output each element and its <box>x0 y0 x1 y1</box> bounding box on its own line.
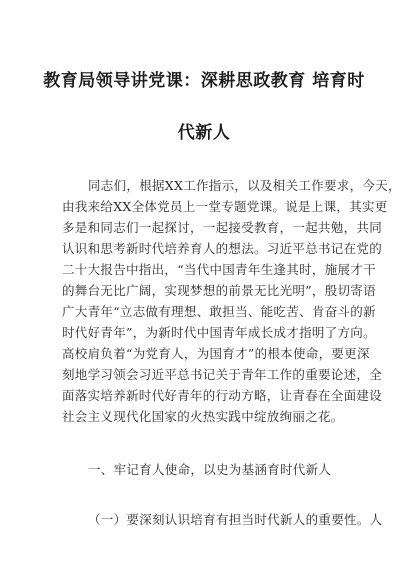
paragraph-line: 社会主义现代化国家的火热实践中绽放绚丽之花。 <box>62 409 344 424</box>
paragraph-line: 高校肩负着“为党育人，为国育才”的根本使命，要更深 <box>62 346 370 361</box>
paragraph-line: 刻地学习领会习近平总书记关于青年工作的重要论述，全 <box>62 367 383 382</box>
paragraph-line: 广大青年“立志做有理想、敢担当、能吃苦、肯奋斗的新 <box>62 304 376 319</box>
paragraph-line: 的舞台无比广阔，实现梦想的前景无比光明”，殷切寄语 <box>62 283 376 298</box>
paragraph-line: 由我来给XX全体党员上一堂专题党课。说是上课，其实更 <box>62 199 388 214</box>
paragraph-line: 时代好青年”，为新时代中国青年成长成才指明了方向。 <box>62 325 376 340</box>
section-heading: 一、牢记育人使命，以史为基涵育时代新人 <box>88 462 332 477</box>
document-title-line-2: 代新人 <box>177 123 231 143</box>
paragraph-line: 多是和同志们一起探讨，一起接受教育，一起共勉，共同 <box>62 220 383 235</box>
paragraph-line: 二十大报告中指出，“当代中国青年生逢其时，施展才干 <box>62 262 376 277</box>
paragraph-line: 认识和思考新时代培养育人的想法。习近平总书记在党的 <box>62 241 383 256</box>
document-title-line-1: 教育局领导讲党课：深耕思政教育 培育时 <box>43 71 365 91</box>
paragraph-line: 面落实培养新时代好青年的行动方略，让青春在全面建设 <box>62 388 383 403</box>
subsection-heading: （一）要深刻认识培育有担当时代新人的重要性。人 <box>88 512 383 527</box>
paragraph-line: 同志们，根据XX工作指示，以及相关工作要求，今天， <box>88 178 401 193</box>
